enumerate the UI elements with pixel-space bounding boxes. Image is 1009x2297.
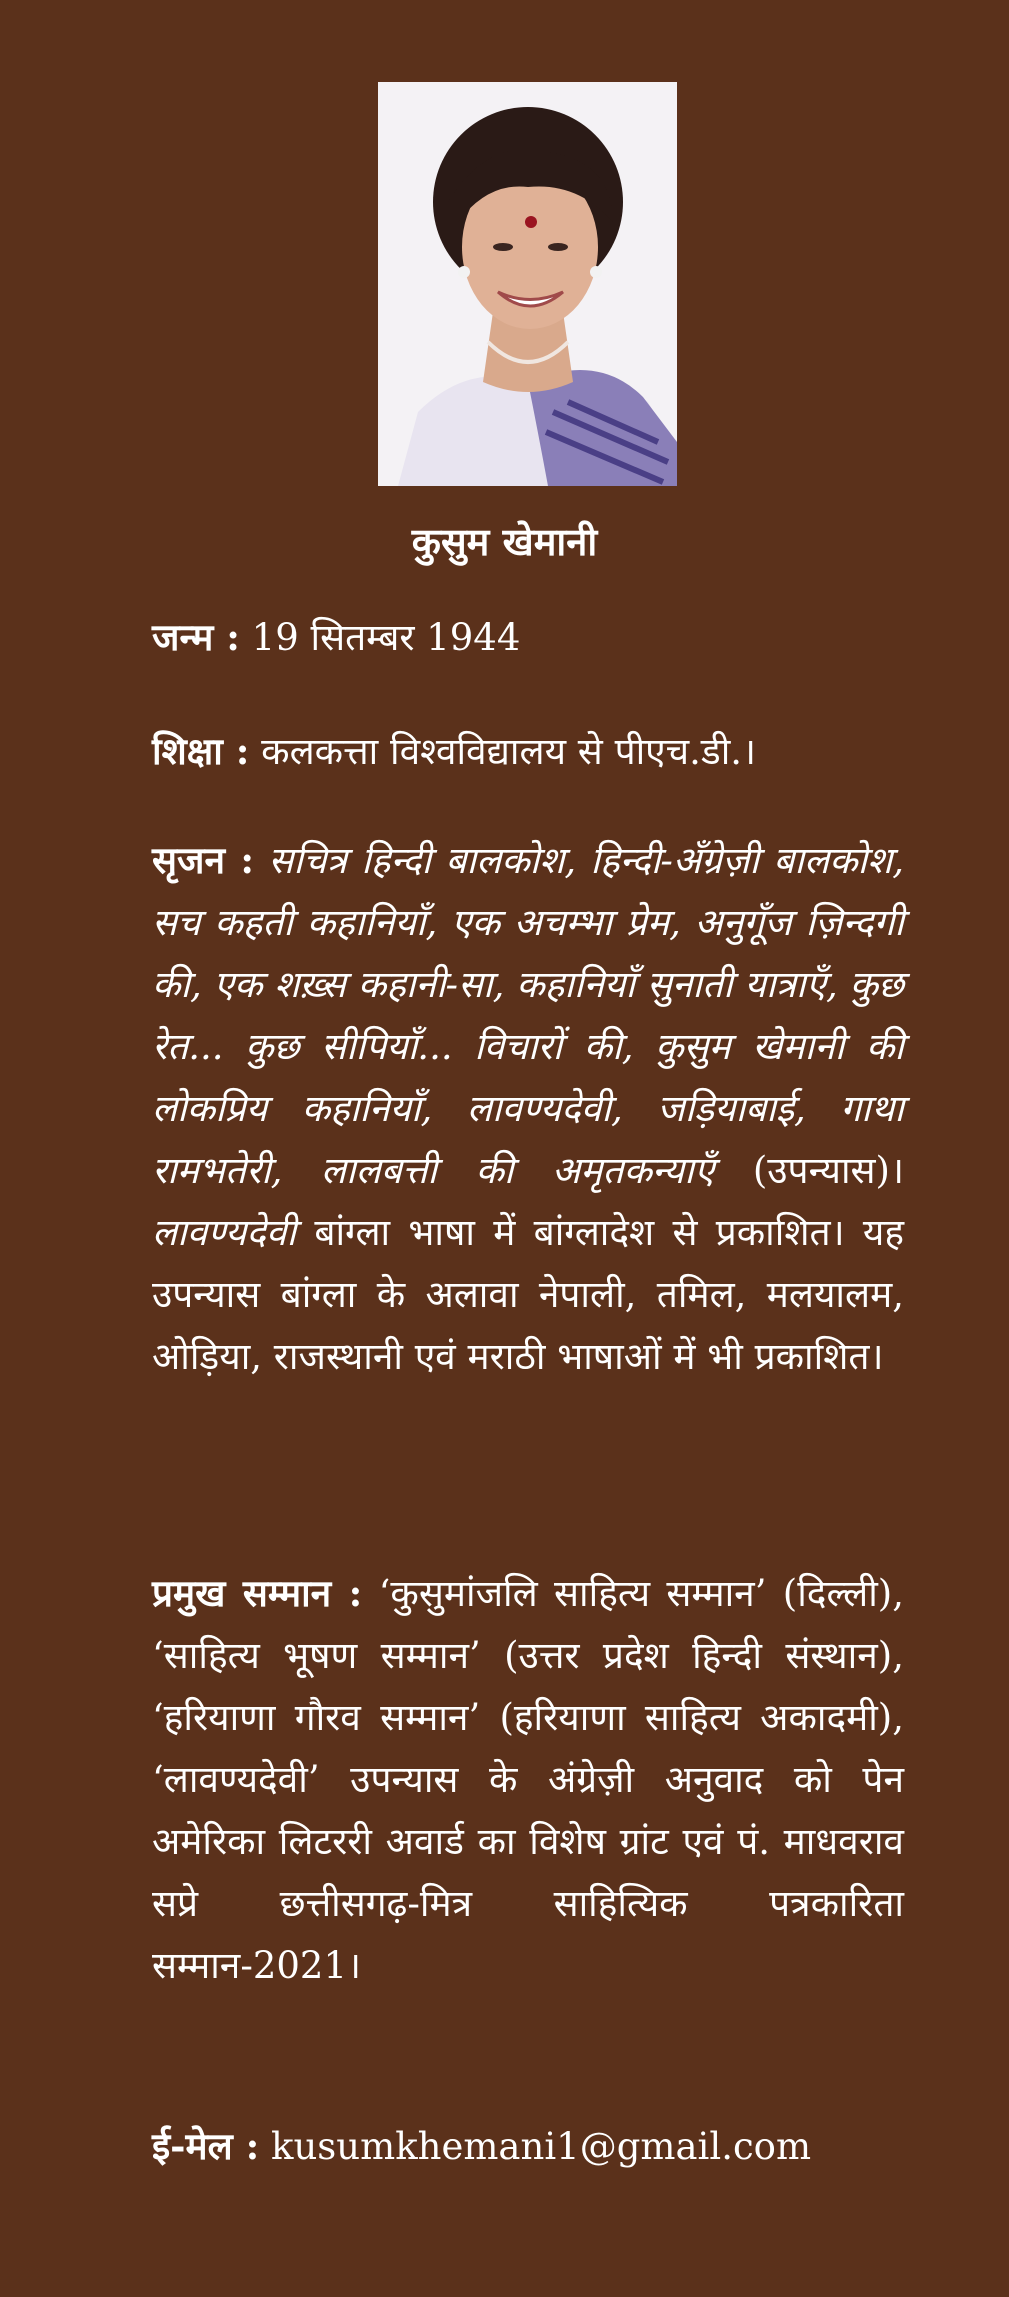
email-value[interactable]: kusumkhemani1@gmail.com [271, 2125, 812, 2168]
works-novel-tag: (उपन्यास)। [714, 1149, 904, 1192]
awards-paragraph [152, 1562, 904, 1997]
birth-line [152, 606, 904, 669]
awards-label: प्रमुख सम्मान : [152, 1571, 363, 1615]
works-novel-name: लावण्यदेवी [152, 1211, 297, 1254]
education-value: कलकत्ता विश्वविद्यालय से पीएच.डी.। [261, 730, 757, 773]
works-titles: सचित्र हिन्दी बालकोश, हिन्दी-अँग्रेज़ी बालकोश, सच कहती कहानियाँ, एक अचम्भा प्रेम, अनुगूँज ज़िन्दगी की, एक शख़्स कहानी-सा, कहानियाँ सुनाती यात्राएँ, कुछ रेत... कुछ सीपियाँ... विचारों की, कुसुम खेमानी की लोकप्रिय कहानियाँ, लावण्यदेवी, जड़ियाबाई, गाथा रामभतेरी, लालबत्ती की अमृतकन्याएँ [152, 839, 905, 1192]
works-label: सृजन : [152, 838, 255, 882]
awards-text: ‘कुसुमांजलि साहित्य सम्मान’ (दिल्ली), ‘साहित्य भूषण सम्मान’ (उत्तर प्रदेश हिन्दी संस्थान), ‘हरियाणा गौरव सम्मान’ (हरियाणा साहित्य अकादमी), ‘लावण्यदेवी’ उपन्यास के अंग्रेज़ी अनुवाद को पेन अमेरिका लिटररी अवार्ड का विशेष ग्रांट एवं पं. माधवराव सप्रे छत्तीसगढ़-मित्र साहित्यिक पत्रकारिता सम्मान-2021। [152, 1572, 904, 1987]
author-photo [378, 82, 677, 486]
portrait-image [378, 82, 677, 486]
birth-label: जन्म : [152, 615, 240, 659]
author-name: कुसुम खेमानी [411, 519, 598, 564]
email-label: ई-मेल : [152, 2124, 260, 2168]
works-paragraph [152, 829, 904, 1388]
birth-value: 19 सितम्बर 1944 [251, 616, 521, 659]
works-rest: बांग्ला भाषा में बांग्लादेश से प्रकाशित। यह उपन्यास बांग्ला के अलावा नेपाली, तमिल, मलयालम, ओड़िया, राजस्थानी एवं मराठी भाषाओं में भी प्रकाशित। [152, 1211, 904, 1378]
education-label: शिक्षा : [152, 729, 250, 773]
email-line [152, 2115, 904, 2178]
education-line [152, 720, 904, 783]
